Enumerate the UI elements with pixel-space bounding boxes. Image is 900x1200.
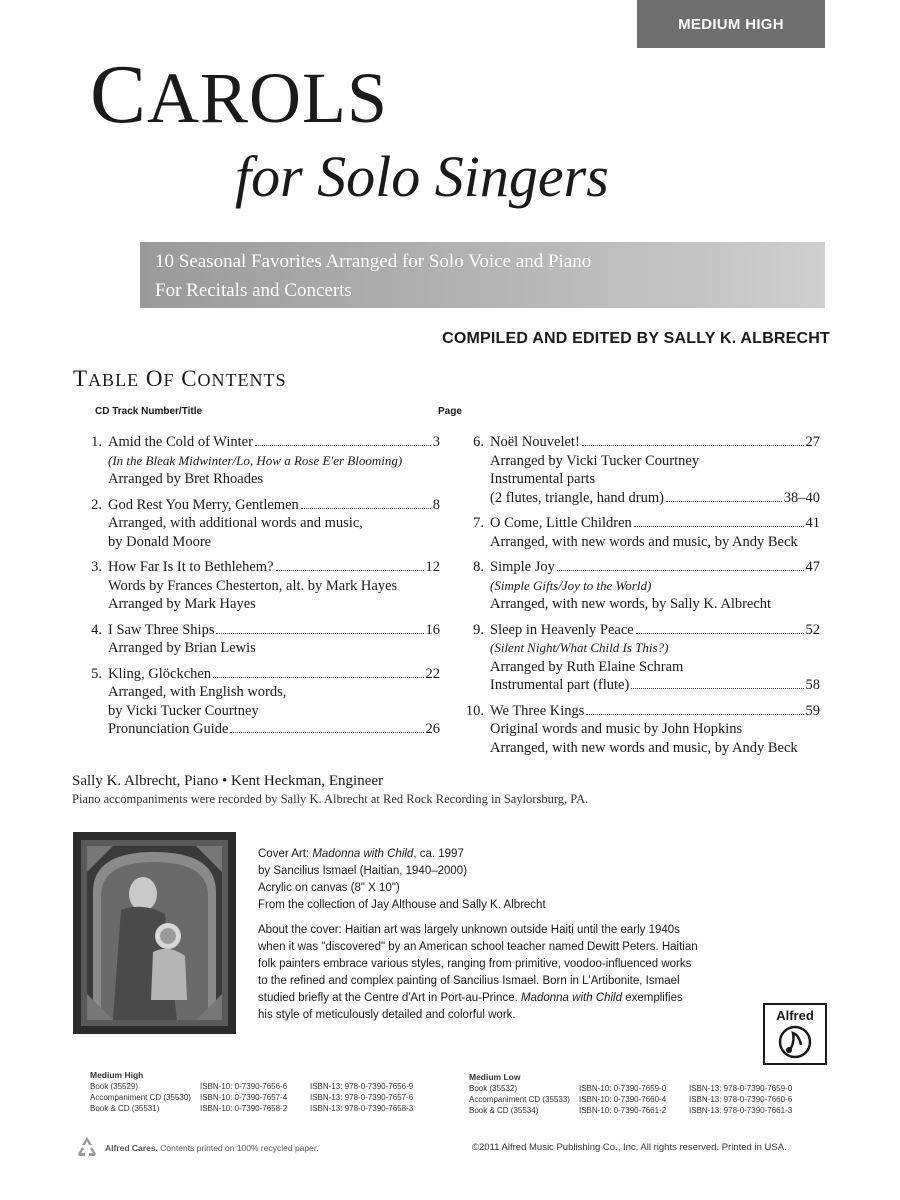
toc-track-number: 9. [473,621,484,638]
toc-dot-leader [216,633,423,634]
isbn-number: ISBN-10: 0-7390-7657-4 [200,1093,288,1102]
toc-arranger-line: Arranged by Ruth Elaine Schram [490,658,684,675]
alfred-logo-icon [765,1005,825,1063]
cover-art-title: Madonna with Child [312,848,414,860]
toc-entry [78,558,440,614]
toc-song-title: We Three Kings [490,702,585,719]
cover-art-date: , ca. 1997 [413,848,464,860]
isbn-number: ISBN-13: 978-0-7390-7658-3 [310,1104,414,1113]
title-rest: AROLS [147,58,389,138]
cover-art-info [258,846,698,914]
alfred-cares-note [105,1143,319,1153]
toc-song-title: God Rest You Merry, Gentlemen [108,496,299,513]
toc-page-number: 12 [425,559,440,575]
toc-arranger-line: Arranged by Brian Lewis [108,640,256,656]
cover-description [258,846,698,1032]
toc-page-number: 38–40 [783,489,820,506]
cover-collection: From the collection of Jay Althouse and Sally K. Albrecht [258,899,546,911]
toc-dot-leader [230,732,423,733]
toc-arranger-line: Arranged, with additional words and music, [108,515,363,531]
toc-title-line [460,702,820,721]
toc-song-title: I Saw Three Ships [108,621,215,638]
alfred-logo [763,1003,827,1065]
isbn-number: ISBN-13: 978-0-7390-7660-6 [689,1095,793,1104]
toc-column-title-header: CD Track Number/Title [95,406,203,417]
isbn-number: ISBN-10: 0-7390-7661-2 [579,1106,667,1115]
isbn-product: Book & CD (35531) [90,1104,160,1113]
isbn-product: Accompaniment CD (35530) [90,1093,191,1102]
title-carols [90,50,388,143]
toc-song-title: O Come, Little Children [490,515,632,531]
toc-song-title: (2 flutes, triangle, hand drum) [490,489,664,506]
toc-track-number: 1. [91,434,102,450]
toc-arranger-line: Arranged, with English words, [108,684,287,700]
toc-entry [78,496,440,552]
toc-page-number: 59 [805,702,820,719]
madonna-painting-icon [73,832,236,1034]
isbn-row [469,1083,792,1094]
isbn-row [90,1081,413,1092]
toc-arranger-line: Words by Frances Chesterton, alt. by Mark Hayes [108,577,398,594]
toc-arranger-line: by Donald Moore [108,533,212,550]
subtitle-line-2: For Recitals and Concerts [155,280,352,301]
toc-entry [78,665,440,739]
toc-title-line [460,558,820,577]
toc-arranger-line: Original words and music by John Hopkins [490,721,743,737]
toc-title-line [460,433,820,452]
toc-title-line [78,496,440,515]
toc-title-line [78,665,440,684]
toc-entry [78,621,440,658]
isbn-number: ISBN-13: 978-0-7390-7661-3 [689,1106,793,1115]
isbn-number: ISBN-13: 978-0-7390-7656-9 [310,1082,414,1091]
isbn-row [90,1092,413,1103]
toc-medley-subtitle: (Simple Gifts/Joy to the World) [490,577,652,593]
toc-title-line [78,433,440,452]
toc-entry [460,558,820,614]
toc-title-line [460,676,820,695]
toc-title-line [78,621,440,640]
isbn-number: ISBN-13: 978-0-7390-7659-0 [689,1084,793,1093]
isbn-row [469,1094,792,1105]
toc-page-number: 16 [425,621,440,638]
toc-title-line [460,514,820,533]
about-text-b: exemplifies his style of meticulously detailed and colorful work. [258,992,683,1021]
cover-art-label: Cover Art: [258,848,313,860]
isbn-product: Book (35532) [469,1084,518,1093]
isbn-row [469,1105,792,1116]
toc-dot-leader [666,501,782,502]
toc-song-title: Noël Nouvelet! [490,434,580,450]
toc-medley-subtitle: (Silent Night/What Child Is This?) [490,640,669,655]
toc-page-number: 47 [805,559,820,575]
about-text-a: About the cover: Haitian art was largely unknown outside Haiti until the early 1940s when it was "discovered" by an American school teacher named Dewitt Peters. Haitian folk painters embrace various styles, ranging from primitive, voodoo-influenced works to the refined and complex painting of Sancilius Ismael. Born in L'Artibonite, Ismael studied briefly at the Centre d'Art in Port-au-Prince. [258,924,698,1004]
copyright-notice: ©2011 Alfred Music Publishing Co., Inc. All rights reserved. Printed in USA. [472,1142,787,1153]
toc-title-line [460,621,820,640]
isbn-number: ISBN-10: 0-7390-7658-2 [200,1104,288,1113]
toc-arranger-line: Arranged, with new words and music, by Andy Beck [490,533,798,550]
toc-title-line [460,489,820,508]
toc-right-column [460,433,820,764]
toc-song-title: Amid the Cold of Winter [108,434,253,450]
toc-dot-leader [301,508,431,509]
cover-medium: Acrylic on canvas (8" X 10") [258,882,400,894]
cares-rest: Contents printed on 100% recycled paper. [157,1143,319,1153]
toc-track-number: 7. [473,515,484,531]
toc-track-number: 8. [473,559,484,575]
toc-entry [460,514,820,551]
toc-dot-leader [631,688,803,689]
cares-bold: Alfred Cares. [105,1143,158,1153]
isbn-row [90,1103,413,1114]
subtitle-line-1: 10 Seasonal Favorites Arranged for Solo Voice and Piano [155,251,592,272]
toc-page-number: 3 [432,434,440,450]
toc-track-number: 4. [91,621,102,638]
toc-entry [460,621,820,695]
recycle-icon [75,1135,99,1162]
toc-page-number: 27 [805,434,820,450]
isbn-medium-low [469,1072,792,1116]
toc-arranger-line: Arranged, with new words, by Sally K. Albrecht [490,596,772,612]
isbn-heading: Medium Low [469,1072,521,1082]
toc-arranger-line: Instrumental parts [490,471,596,487]
toc-song-title: Kling, Glöckchen [108,665,212,682]
toc-arranger-line: Arranged by Vicki Tucker Courtney [490,452,700,469]
toc-arranger-line: by Vicki Tucker Courtney [108,702,259,719]
cover-art-image [73,832,236,1034]
toc-song-title: Instrumental part (flute) [490,677,630,693]
isbn-product: Book & CD (35534) [469,1106,539,1115]
toc-title-line [78,720,440,739]
about-the-cover [258,922,698,1024]
toc-song-title: Simple Joy [490,559,555,575]
toc-track-number: 6. [473,434,484,450]
toc-arranger-line: Arranged, with new words and music, by Andy Beck [490,739,798,756]
toc-track-number: 2. [91,496,102,513]
toc-entry [460,433,820,507]
toc-entry [78,433,440,489]
voice-range-badge [637,0,825,48]
toc-track-number: 5. [91,665,102,682]
toc-dot-leader [586,714,803,715]
cover-artist: by Sancilius Ismael (Haitian, 1940–2000) [258,865,468,877]
toc-column-page-header: Page [438,406,462,417]
toc-medley-subtitle: (In the Bleak Midwinter/Lo, How a Rose E'er Blooming) [108,452,403,468]
recording-credits: Sally K. Albrecht, Piano • Kent Heckman, Engineer [72,773,384,789]
toc-dot-leader [213,677,423,678]
recording-location: Piano accompaniments were recorded by Sally K. Albrecht at Red Rock Recording in Saylorsburg, PA. [72,792,589,806]
toc-page-number: 26 [425,721,440,737]
toc-heading: TABLE OF CONTENTS [73,366,287,391]
toc-track-number: 3. [91,559,102,575]
toc-title-line [78,558,440,577]
toc-page-number: 8 [432,496,440,513]
toc-page-number: 41 [805,515,820,531]
toc-dot-leader [557,570,804,571]
toc-page-number: 58 [805,677,820,693]
toc-arranger-line: Arranged by Mark Hayes [108,596,256,612]
toc-left-column [78,433,440,746]
isbn-number: ISBN-10: 0-7390-7659-0 [579,1084,667,1093]
toc-track-number: 10. [465,702,484,719]
toc-arranger-line: Arranged by Bret Rhoades [108,471,264,487]
isbn-medium-high [90,1070,413,1114]
toc-page-number: 52 [805,621,820,638]
isbn-number: ISBN-13: 978-0-7390-7657-6 [310,1093,414,1102]
toc-dot-leader [634,526,804,527]
toc-song-title: Pronunciation Guide [108,721,229,737]
compiled-by: COMPILED AND EDITED BY SALLY K. ALBRECHT [442,330,830,347]
toc-dot-leader [582,445,804,446]
isbn-product: Accompaniment CD (35533) [469,1095,570,1104]
toc-dot-leader [255,445,431,446]
title-for-solo-singers: for Solo Singers [235,144,609,209]
about-art-title: Madonna with Child [520,992,622,1004]
alfred-logo-text: Alfred [776,1008,814,1023]
badge-label: MEDIUM HIGH [678,15,784,33]
toc-dot-leader [276,570,424,571]
isbn-number: ISBN-10: 0-7390-7660-4 [579,1095,667,1104]
toc-entry [460,702,820,758]
isbn-product: Book (35529) [90,1082,139,1091]
toc-page-number: 22 [425,665,440,682]
isbn-heading: Medium High [90,1070,144,1080]
toc-song-title: Sleep in Heavenly Peace [490,621,634,638]
isbn-number: ISBN-10: 0-7390-7656-6 [200,1082,288,1091]
toc-dot-leader [636,633,804,634]
title-initial: C [90,48,148,141]
toc-song-title: How Far Is It to Bethlehem? [108,559,274,575]
